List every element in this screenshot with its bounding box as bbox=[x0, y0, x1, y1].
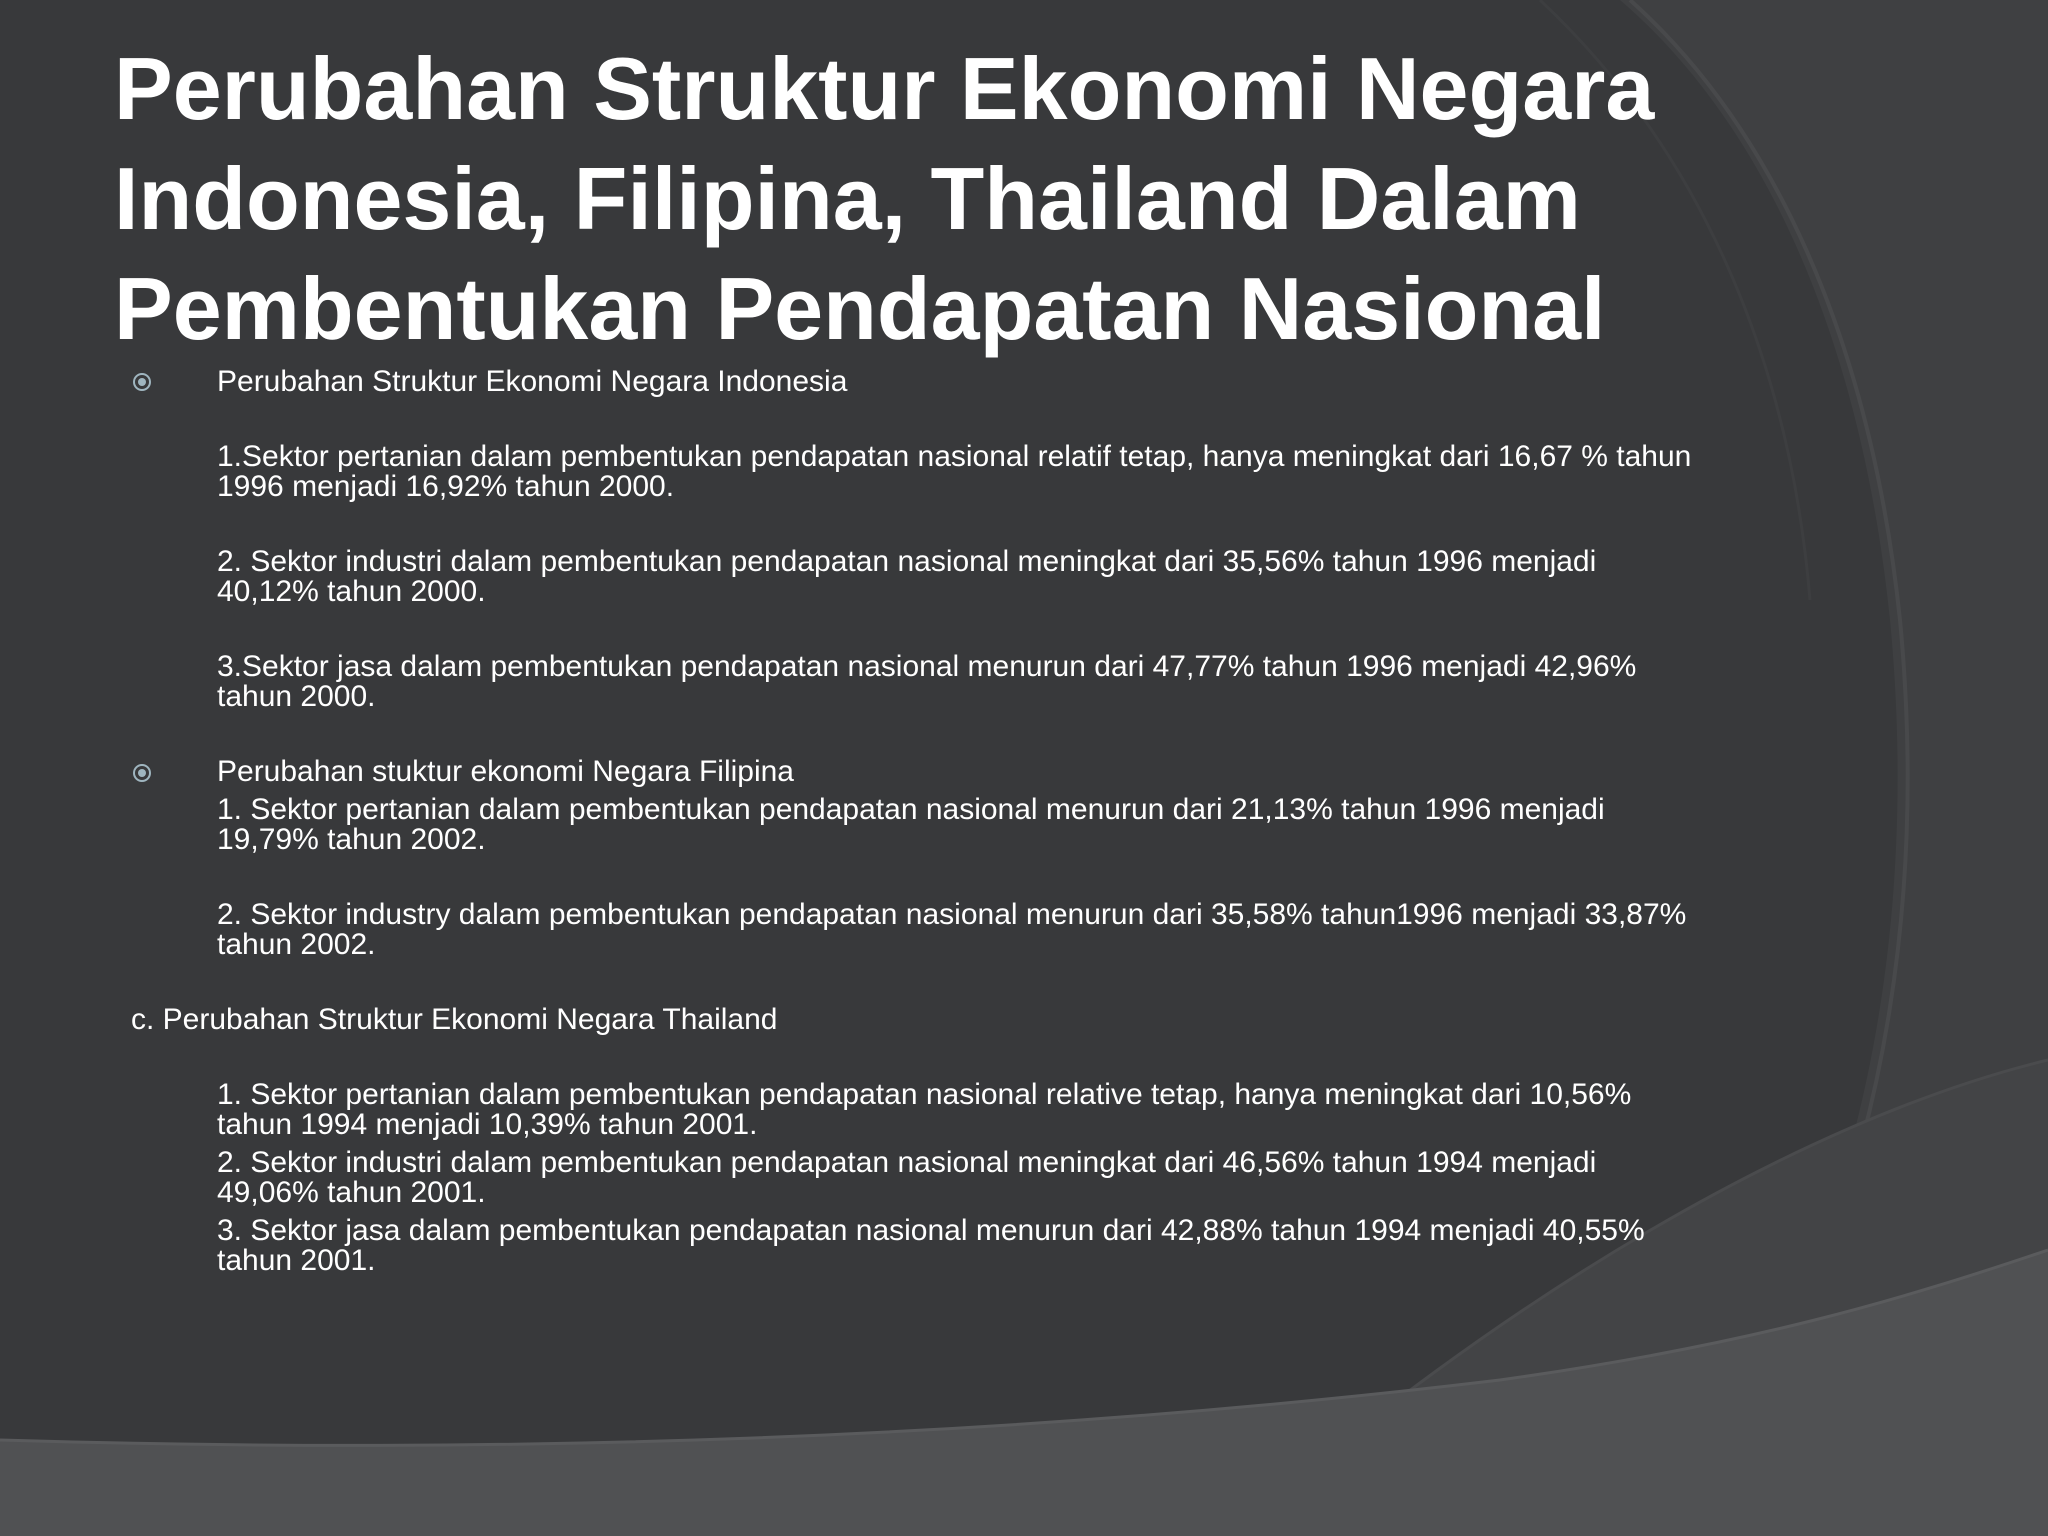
list-item-line: 1. Sektor pertanian dalam pembentukan pendapatan nasional relative tetap, hanya meningkat dari 10,56% bbox=[217, 1078, 1632, 1111]
title-line: Perubahan Struktur Ekonomi Negara bbox=[114, 39, 1655, 138]
list-item-line: 2. Sektor industri dalam pembentukan pendapatan nasional meningkat dari 35,56% tahun 1996 menjadi bbox=[217, 545, 1597, 578]
list-item-line: 2. Sektor industry dalam pembentukan pendapatan nasional menurun dari 35,58% tahun1996 menjadi 33,87% bbox=[217, 898, 1687, 931]
section-heading-thailand: c. Perubahan Struktur Ekonomi Negara Thailand bbox=[131, 1003, 778, 1036]
circle-dot-bullet-icon bbox=[132, 763, 152, 783]
list-item-line: tahun 2001. bbox=[217, 1244, 376, 1277]
title-line: Indonesia, Filipina, Thailand Dalam bbox=[114, 149, 1581, 248]
list-item-line: 19,79% tahun 2002. bbox=[217, 823, 486, 856]
list-item-line: 3.Sektor jasa dalam pembentukan pendapatan nasional menurun dari 47,77% tahun 1996 menjadi 42,96% bbox=[217, 650, 1637, 683]
list-item-line: tahun 2000. bbox=[217, 680, 376, 713]
section-heading-indonesia: Perubahan Struktur Ekonomi Negara Indonesia bbox=[217, 365, 848, 398]
circle-dot-bullet-icon bbox=[132, 372, 152, 392]
list-item-line: 1.Sektor pertanian dalam pembentukan pendapatan nasional relatif tetap, hanya meningkat dari 16,67 % tahun bbox=[217, 440, 1692, 473]
list-item-line: 3. Sektor jasa dalam pembentukan pendapatan nasional menurun dari 42,88% tahun 1994 menjadi 40,55% bbox=[217, 1214, 1645, 1247]
list-item-line: tahun 2002. bbox=[217, 928, 376, 961]
list-item-line: 1996 menjadi 16,92% tahun 2000. bbox=[217, 470, 675, 503]
title-line: Pembentukan Pendapatan Nasional bbox=[114, 259, 1606, 358]
list-item-line: 40,12% tahun 2000. bbox=[217, 575, 486, 608]
list-item-line: 1. Sektor pertanian dalam pembentukan pendapatan nasional menurun dari 21,13% tahun 1996 menjadi bbox=[217, 793, 1605, 826]
list-item-line: 49,06% tahun 2001. bbox=[217, 1176, 486, 1209]
section-heading-filipina: Perubahan stuktur ekonomi Negara Filipina bbox=[217, 755, 794, 788]
list-item-line: 2. Sektor industri dalam pembentukan pendapatan nasional meningkat dari 46,56% tahun 1994 menjadi bbox=[217, 1146, 1597, 1179]
list-item-line: tahun 1994 menjadi 10,39% tahun 2001. bbox=[217, 1108, 758, 1141]
